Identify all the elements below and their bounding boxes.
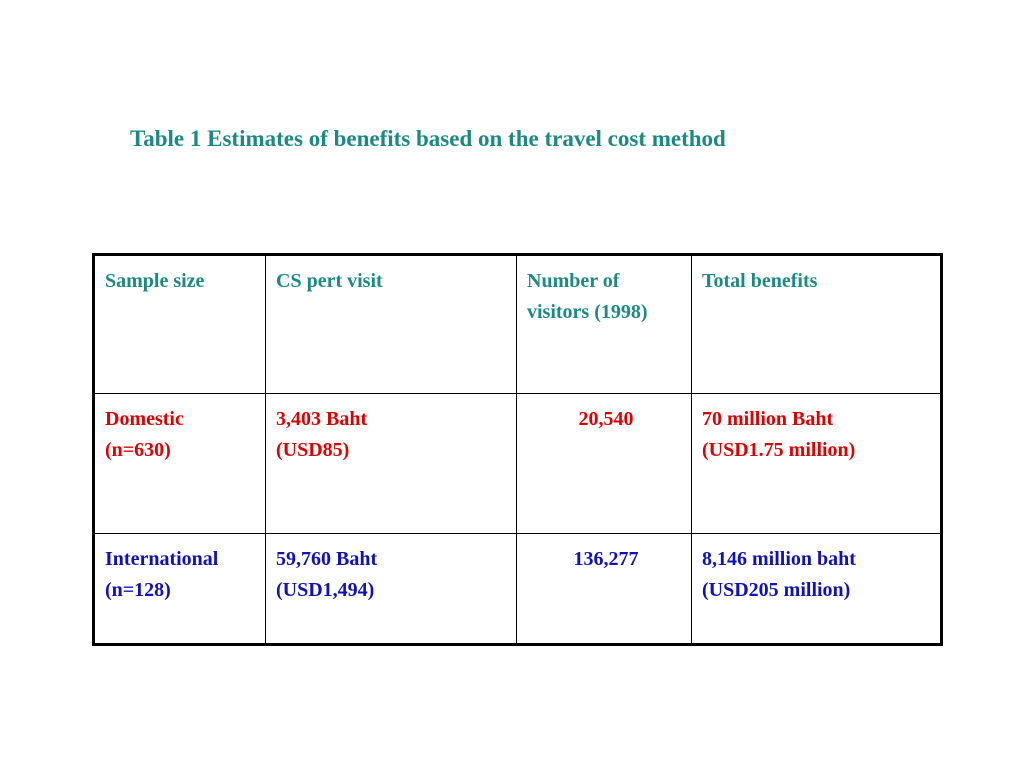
cell-line: (n=630) bbox=[105, 439, 171, 461]
cell-line: International bbox=[105, 548, 219, 570]
cell-line: Domestic bbox=[105, 408, 184, 430]
cell-visitors-international: 136,277 bbox=[517, 534, 692, 645]
cell-line: (USD1.75 million) bbox=[702, 439, 856, 461]
header-total-benefits: Total benefits bbox=[692, 255, 942, 394]
cell-line: (n=128) bbox=[105, 579, 171, 601]
table-title: Table 1 Estimates of benefits based on the travel cost method bbox=[130, 126, 726, 151]
cell-visitors-domestic: 20,540 bbox=[517, 394, 692, 534]
cell-line: (USD1,494) bbox=[276, 579, 375, 601]
benefits-table bbox=[92, 253, 943, 646]
cell-line: 59,760 Baht bbox=[276, 548, 378, 570]
cell-sample-international bbox=[94, 534, 266, 645]
cell-line: 8,146 million baht bbox=[702, 548, 856, 570]
header-cs-per-visit: CS pert visit bbox=[266, 255, 517, 394]
table-row-international bbox=[94, 534, 942, 645]
table-header-row bbox=[94, 255, 942, 394]
cell-cs-domestic bbox=[266, 394, 517, 534]
header-sample-size: Sample size bbox=[94, 255, 266, 394]
cell-line: (USD85) bbox=[276, 439, 350, 461]
cell-line: 70 million Baht bbox=[702, 408, 834, 430]
header-number-of-visitors: Number of visitors (1998) bbox=[517, 255, 692, 394]
table-row-domestic bbox=[94, 394, 942, 534]
cell-line: (USD205 million) bbox=[702, 579, 851, 601]
cell-cs-international bbox=[266, 534, 517, 645]
cell-sample-domestic bbox=[94, 394, 266, 534]
cell-total-international bbox=[692, 534, 942, 645]
cell-total-domestic bbox=[692, 394, 942, 534]
cell-line: 3,403 Baht bbox=[276, 408, 368, 430]
